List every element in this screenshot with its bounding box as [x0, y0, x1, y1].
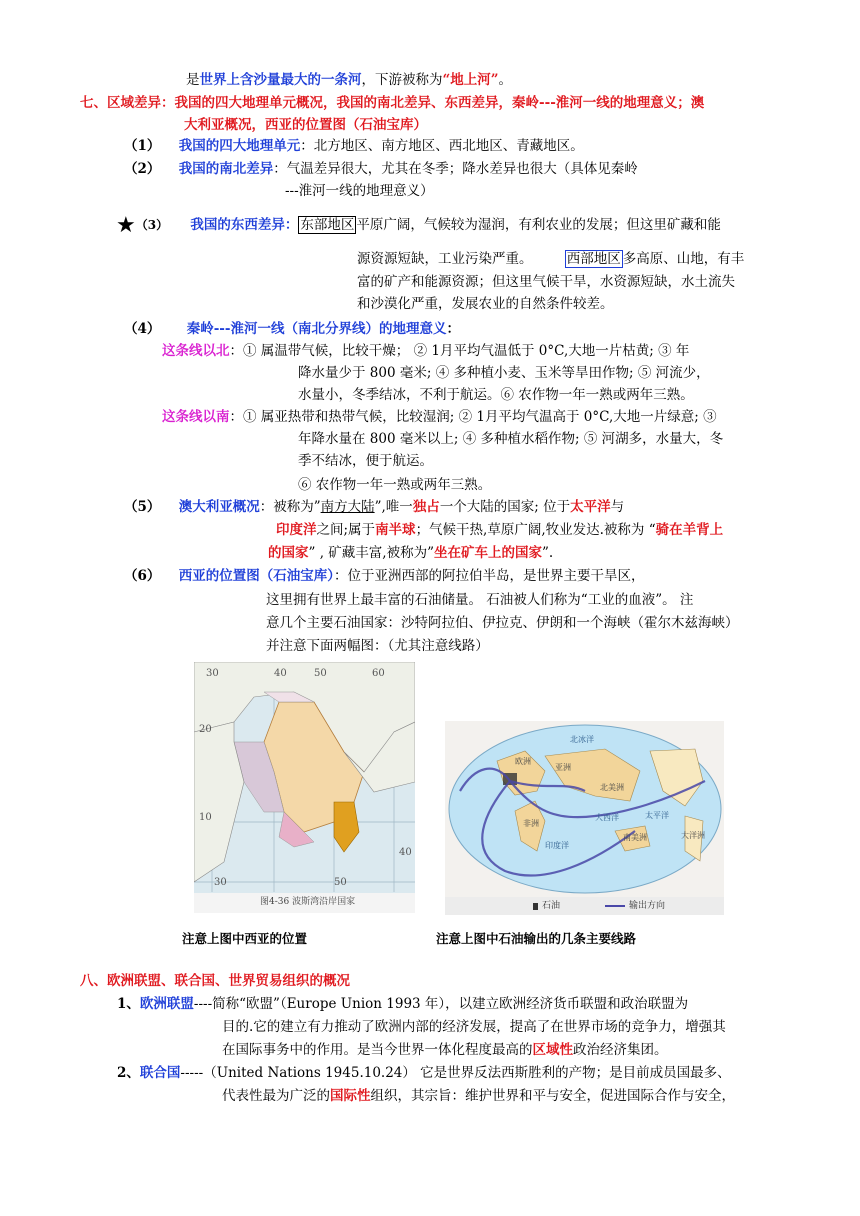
map-label: 太平洋	[645, 811, 669, 820]
legend-route-label: 输出方向	[629, 901, 666, 911]
item-number: 1、	[117, 996, 140, 1012]
item-5-line2	[276, 521, 723, 540]
item-6-line2: 这里拥有世界上最丰富的石油储量。 石油被人们称为“工业的血液”。 注	[266, 592, 694, 608]
item-number: （3）	[135, 218, 169, 232]
item-title: 澳大利亚概况	[178, 499, 260, 515]
text: 是	[186, 72, 200, 88]
highlight-red: 的国家	[268, 545, 309, 561]
text: 。	[498, 72, 513, 88]
item-text: 平原广阔，气候较为湿润，有利农业的发展；但这里矿藏和能	[356, 217, 721, 233]
eu-line3	[222, 1041, 668, 1060]
item-text: ：① 属亚热带和热带气候，比较湿润; ② 1月平均气温高于 0°C,大地一片绿意; ③	[229, 409, 717, 425]
text: 代表性最为广泛的	[222, 1088, 330, 1104]
south-line-3: 季不结冰，便于航运。	[298, 453, 433, 469]
text: ”,唯一	[374, 499, 413, 515]
north-line-2: 降水量少于 800 毫米; ④ 多种植小麦、玉米等旱田作物; ⑤ 河流少，	[298, 365, 710, 381]
item-number: （6）	[124, 568, 161, 584]
item-6-line4: 并注意下面两幅图：（尤其注意线路）	[266, 638, 489, 654]
item-title: 我国的东西差异：	[190, 217, 299, 233]
item-title: 联合国	[139, 1065, 181, 1081]
text: ” , 矿藏丰富,被称为”	[308, 545, 434, 561]
text: ，下游被称为	[361, 72, 443, 88]
item-5	[124, 498, 624, 517]
item-5-line3	[268, 544, 553, 563]
highlight-red: 区域性	[532, 1042, 573, 1058]
item-text: ：北方地区、南方地区、西北地区、青藏地区。	[300, 138, 584, 154]
item-3-line2	[357, 250, 744, 269]
tick-label: 40	[399, 847, 412, 858]
north-line-3: 水量小，冬季结冰，不利于航运。⑥ 农作物一年一熟或两年三熟。	[298, 387, 694, 403]
text: 在国际事务中的作用。是当今世界一体化程度最高的	[222, 1042, 533, 1058]
item-title: 西亚的位置图（石油宝库）	[178, 568, 334, 584]
item-3	[116, 213, 721, 238]
map-2-caption: 注意上图中石油输出的几条主要线路	[436, 931, 637, 946]
highlight-blue: 世界上含沙量最大的一条河	[199, 72, 362, 88]
item-text: 源资源短缺，工业污染严重。	[357, 251, 533, 267]
east-region-box: 东部地区	[300, 217, 355, 233]
item-number: 2、	[117, 1065, 140, 1081]
item-number: （2）	[124, 161, 161, 177]
highlight-red: 坐在矿车上的国家	[433, 545, 542, 561]
item-text: -----（United Nations 1945.10.24） 它是世界反法西斯胜利的产物；是目前成员国最多、	[180, 1065, 731, 1081]
item-title: 秦岭---淮河一线（南北分界线）的地理意义	[186, 321, 447, 337]
section-7-heading-cont: 大利亚概况，西亚的位置图（石油宝库）	[184, 117, 427, 133]
map-label: 北冰洋	[570, 735, 594, 744]
figure-label: 图4-36 波斯湾沿岸国家	[260, 897, 356, 907]
item-text: ----简称“欧盟”（Europe Union 1993 年），以建立欧洲经济货币联盟和政治联盟为	[193, 996, 689, 1012]
north-label: 这条线以北	[162, 343, 230, 359]
item-title: 我国的南北差异	[178, 161, 274, 177]
north-line-1	[162, 342, 689, 361]
item-6-line3: 意几个主要石油国家：沙特阿拉伯、伊拉克、伊朗和一个海峡（霍尔木兹海峡）	[266, 615, 739, 631]
star-icon: ★	[116, 213, 136, 238]
map-label: 大洋洲	[681, 831, 705, 840]
item-text: 多高原、山地，有丰	[622, 251, 745, 267]
tick-label: 50	[314, 668, 327, 679]
item-number: （5）	[124, 499, 161, 515]
highlight-red: 独占	[412, 499, 440, 515]
item-title: 我国的四大地理单元	[178, 138, 301, 154]
item-3-line4: 和沙漠化严重，发展农业的自然条件较差。	[357, 296, 614, 312]
map-label: 非洲	[523, 819, 539, 828]
item-text: ：气温差异很大，尤其在冬季；降水差异也很大（具体见秦岭	[273, 161, 638, 177]
text: 一个大陆的国家; 位于	[439, 499, 571, 515]
item-number: （4）	[124, 321, 161, 337]
legend-oil-label: 石油	[542, 901, 561, 911]
item-1	[124, 137, 584, 156]
item-2	[124, 160, 638, 179]
un-item	[117, 1064, 731, 1083]
south-line-2: 年降水量在 800 毫米以上; ④ 多种植水稻作物; ⑤ 河湖多，水量大，冬	[298, 431, 724, 447]
tick-label: 30	[214, 877, 227, 888]
text: 组织，其宗旨：维护世界和平与安全，促进国际合作与安全，	[370, 1088, 735, 1104]
text: ：被称为”	[259, 499, 321, 515]
south-line-4: ⑥ 农作物一年一熟或两年三熟。	[298, 477, 492, 493]
south-label: 这条线以南	[162, 409, 230, 425]
world-oil-routes-map	[445, 721, 724, 915]
text: ；气候干热,草原广阔,牧业发达.被称为 “	[415, 522, 656, 538]
west-asia-map-image	[194, 662, 415, 913]
map-label: 印度洋	[545, 841, 569, 850]
map-1-caption: 注意上图中西亚的位置	[182, 931, 308, 946]
item-text: ：① 属温带气候，比较干燥； ② 1月平均气温低于 0°C,大地一片枯黄; ③ 年	[229, 343, 690, 359]
section-8-heading: 八、欧洲联盟、联合国、世界贸易组织的概况	[80, 973, 350, 989]
tick-label: 60	[372, 668, 385, 679]
tick-label: 10	[199, 812, 212, 823]
item-4: （4） 秦岭---淮河一线（南北分界线）的地理意义：	[124, 321, 461, 337]
highlight-red: 国际性	[330, 1088, 371, 1104]
map-label: 亚洲	[555, 763, 571, 772]
highlight-red: 骑在羊背上	[655, 522, 724, 538]
item-3-line3: 富的矿产和能源资源；但这里气候干旱，水资源短缺，水土流失	[357, 274, 735, 290]
yellow-river-line	[186, 71, 512, 90]
underlined-term: 南方大陆	[320, 499, 375, 515]
world-map-image	[445, 721, 724, 915]
text: 之间;属于	[316, 522, 376, 538]
item-title: 欧洲联盟	[139, 996, 194, 1012]
west-region-box: 西部地区	[566, 251, 621, 267]
map-label: 大西洋	[595, 813, 619, 822]
item-2-cont: ---淮河一线的地理意义）	[285, 183, 434, 199]
tick-label: 30	[206, 668, 219, 679]
south-line-1	[162, 408, 717, 427]
highlight-red: 太平洋	[570, 499, 611, 515]
map-label: 南美洲	[623, 833, 647, 842]
eu-line2: 目的.它的建立有力推动了欧洲内部的经济发展，提高了在世界市场的竞争力，增强其	[222, 1019, 726, 1035]
west-asia-map	[194, 662, 415, 913]
highlight-red: 印度洋	[276, 522, 317, 538]
text: ”.	[541, 545, 554, 561]
text: 政治经济集团。	[573, 1042, 668, 1058]
tick-label: 40	[274, 668, 287, 679]
tick-label: 50	[334, 877, 347, 888]
text: 与	[610, 499, 625, 515]
item-text: ：位于亚洲西部的阿拉伯半岛，是世界主要干旱区，	[333, 568, 645, 584]
tick-label: 20	[199, 724, 212, 735]
item-6	[124, 567, 644, 586]
un-line2	[222, 1087, 735, 1106]
section-7-heading: 七、区域差异：我国的四大地理单元概况，我国的南北差异、东西差异，秦岭---淮河一线的地理意义；澳	[80, 95, 705, 111]
map-label: 欧洲	[515, 757, 531, 766]
highlight-red: 南半球	[375, 522, 416, 538]
item-number: （1）	[124, 138, 161, 154]
eu-item	[117, 995, 688, 1014]
highlight-red: “地上河”	[442, 72, 499, 88]
map-label: 北美洲	[600, 783, 624, 792]
